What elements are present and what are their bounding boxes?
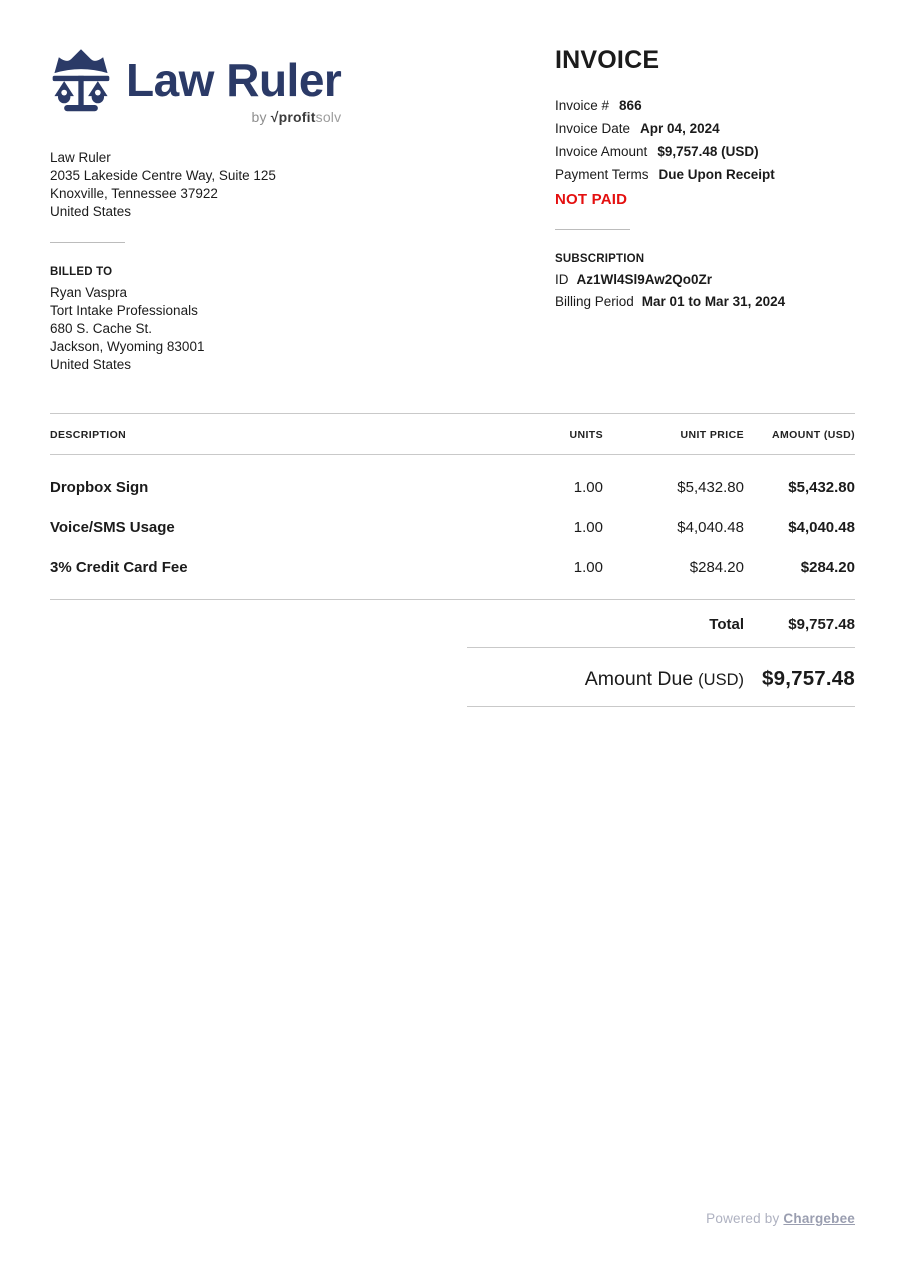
billing-period-label: Billing Period <box>555 294 634 309</box>
payment-terms-label: Payment Terms <box>555 167 649 182</box>
amount-due-row <box>50 662 855 697</box>
item-units: 1.00 <box>573 478 603 496</box>
item-amount: $284.20 <box>800 558 855 576</box>
col-header-units: UNITS <box>569 429 603 441</box>
amount-due-currency: (USD) <box>698 671 744 689</box>
item-units: 1.00 <box>573 518 603 536</box>
invoice-amount-label: Invoice Amount <box>555 144 648 159</box>
total-row <box>50 600 855 636</box>
total-value: $9,757.48 <box>788 615 855 633</box>
billing-period-row <box>555 292 855 312</box>
invoice-date-label: Invoice Date <box>555 121 631 136</box>
table-row <box>50 507 855 547</box>
subscription-id-value: Az1Wl4Sl9Aw2Qo0Zr <box>576 272 713 287</box>
brand-name: Law Ruler <box>126 54 342 106</box>
invoice-meta <box>555 94 855 186</box>
col-header-amount: AMOUNT (USD) <box>772 429 855 441</box>
billed-line: Ryan Vaspra <box>50 285 128 300</box>
invoice-amount-value: $9,757.48 (USD) <box>657 144 759 159</box>
line-items-table <box>50 413 855 707</box>
col-header-description: DESCRIPTION <box>50 429 127 441</box>
chargebee-link[interactable]: Chargebee <box>783 1211 855 1226</box>
company-line: Knoxville, Tennessee 37922 <box>50 186 218 201</box>
amount-due-value: $9,757.48 <box>762 667 855 690</box>
billing-period-value: Mar 01 to Mar 31, 2024 <box>641 294 786 309</box>
right-divider <box>555 229 630 230</box>
billed-line: United States <box>50 357 132 372</box>
subscription-id-label: ID <box>555 272 569 287</box>
header-section <box>50 46 855 374</box>
item-units: 1.00 <box>573 558 603 576</box>
tagline-solv: solv <box>315 109 342 125</box>
table-body <box>50 455 855 600</box>
item-description: Dropbox Sign <box>50 478 149 496</box>
item-unit-price: $4,040.48 <box>677 518 744 536</box>
table-row <box>50 467 855 507</box>
amount-due-label: Amount Due <box>584 668 694 690</box>
left-divider <box>50 242 125 243</box>
scales-of-justice-icon <box>50 46 112 118</box>
company-line: Law Ruler <box>50 150 111 165</box>
billed-line: Jackson, Wyoming 83001 <box>50 339 205 354</box>
total-divider <box>467 647 855 648</box>
col-header-unit-price: UNIT PRICE <box>680 429 744 441</box>
billed-line: Tort Intake Professionals <box>50 303 198 318</box>
subscription-heading: SUBSCRIPTION <box>555 253 645 265</box>
payment-terms-value: Due Upon Receipt <box>658 167 775 182</box>
subscription-id-row <box>555 270 855 290</box>
invoice-amount-row <box>555 140 855 163</box>
invoice-number-label: Invoice # <box>555 98 610 113</box>
checkmark-icon: √ <box>270 109 279 125</box>
status-badge: NOT PAID <box>555 191 628 208</box>
subscription-section <box>555 253 855 312</box>
item-amount: $5,432.80 <box>788 478 855 496</box>
table-header <box>50 413 855 455</box>
company-line: 2035 Lakeside Centre Way, Suite 125 <box>50 168 276 183</box>
footer <box>706 1211 855 1226</box>
tagline-profit: profit <box>278 109 316 125</box>
billed-to-address <box>50 284 510 374</box>
billed-to-heading: BILLED TO <box>50 266 113 278</box>
company-address <box>50 149 510 221</box>
invoice-number-value: 866 <box>619 98 642 113</box>
page-title: INVOICE <box>555 46 660 74</box>
invoice-date-value: Apr 04, 2024 <box>640 121 720 136</box>
item-description: Voice/SMS Usage <box>50 518 175 536</box>
item-amount: $4,040.48 <box>788 518 855 536</box>
billed-line: 680 S. Cache St. <box>50 321 153 336</box>
tagline-by: by <box>251 109 267 125</box>
total-label: Total <box>709 615 744 633</box>
table-row <box>50 547 855 587</box>
invoice-date-row <box>555 117 855 140</box>
brand-tagline <box>126 109 341 125</box>
item-unit-price: $5,432.80 <box>677 478 744 496</box>
amount-due-divider <box>467 706 855 707</box>
item-unit-price: $284.20 <box>689 558 744 576</box>
company-line: United States <box>50 204 132 219</box>
invoice-number-row <box>555 94 855 117</box>
logo <box>50 46 510 125</box>
powered-by-text: Powered by <box>706 1211 784 1226</box>
payment-terms-row <box>555 163 855 186</box>
item-description: 3% Credit Card Fee <box>50 558 188 576</box>
